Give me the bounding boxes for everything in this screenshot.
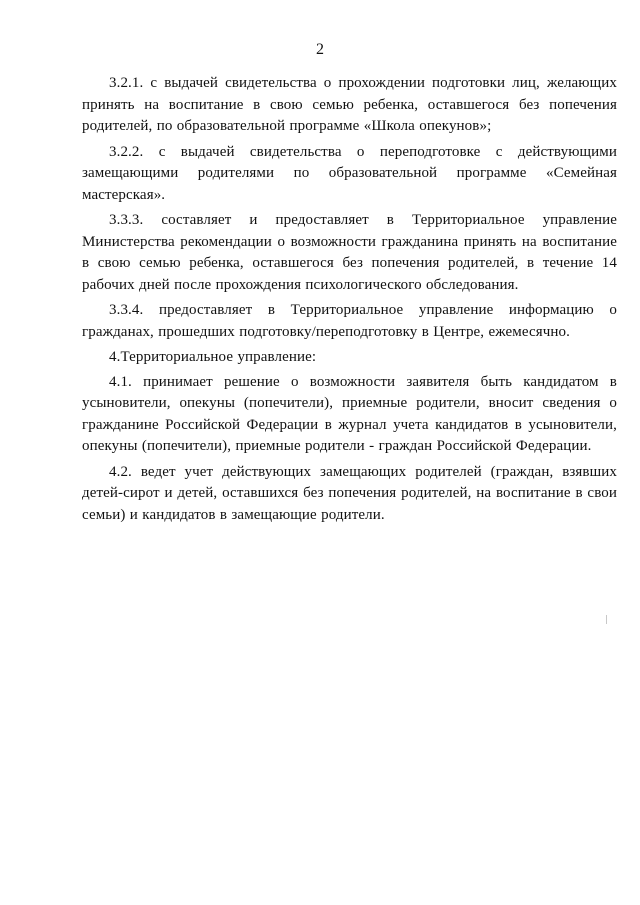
paragraph-3-2-2: 3.2.2. с выдачей свидетельства о переподготовке с действующими замещающими родителями по образовательной программе «Семейная мастерская». bbox=[82, 143, 617, 203]
scan-artifact-mark bbox=[606, 615, 607, 624]
paragraph-3-3-4: 3.3.4. предоставляет в Территориальное управление информацию о гражданах, прошедших подготовку/переподготовку в Центре, ежемесячно. bbox=[82, 302, 617, 340]
paragraph-3-3-3: 3.3.3. составляет и предоставляет в Территориальное управление Министерства рекомендации о возможности гражданина принять на воспитание в свою семью ребенка, оставшегося без попечения родителей, в течение 14 рабочих дней после прохождения психологического обследования. bbox=[82, 212, 617, 293]
paragraph-3-2-1: 3.2.1. с выдачей свидетельства о прохождении подготовки лиц, желающих принять на воспитание в свою семью ребенка, оставшегося без попечения родителей, по образовательной программе «Школа опекунов»; bbox=[82, 75, 617, 134]
page-number: 2 bbox=[316, 41, 324, 58]
document-body bbox=[82, 73, 617, 530]
section-heading-4: 4.Территориальное управление: bbox=[109, 349, 317, 365]
paragraph-4-2: 4.2. ведет учет действующих замещающих родителей (граждан, взявших детей-сирот и детей, оставшихся без попечения родителей, на воспитание в свои семьи) и кандидатов в замещающие родители. bbox=[82, 463, 617, 523]
paragraph-4-1: 4.1. принимает решение о возможности заявителя быть кандидатом в усыновители, опекуны (попечители), приемные родители, вносит сведения о гражданине Российской Федерации в журнал учета кандидатов в усыновители, опекуны (попечители), приемные родители - граждан Российской Федерации. bbox=[82, 373, 617, 454]
